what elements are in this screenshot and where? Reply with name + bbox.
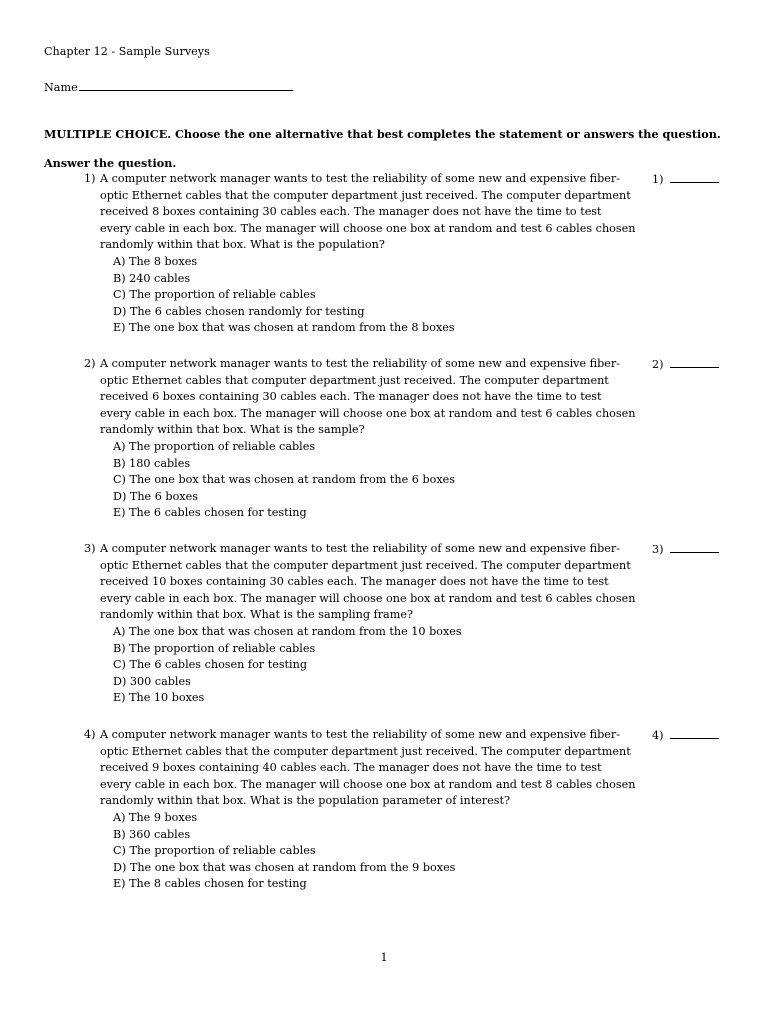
question-1 [84, 171, 664, 337]
choice: C) The 6 cables chosen for testing [113, 658, 308, 672]
question-number: 2) [84, 357, 96, 370]
choice-list [113, 254, 644, 337]
answer-blank [670, 727, 719, 739]
choice: B) 240 cables [113, 271, 191, 285]
answer-number: 2) [652, 358, 664, 371]
choice: E) The one box that was chosen at random from the 8 boxes [113, 321, 455, 335]
answer-slot [652, 171, 719, 189]
choice: D) The 6 boxes [113, 489, 198, 503]
answer-blank [670, 171, 719, 183]
question-3 [84, 541, 664, 707]
choice: D) The 6 cables chosen randomly for testing [113, 304, 365, 318]
answer-slot [652, 541, 719, 559]
answer-slot [652, 727, 719, 745]
name-blank [79, 77, 293, 91]
choice-list [113, 624, 644, 707]
choice: E) The 6 cables chosen for testing [113, 506, 307, 520]
choice: B) 180 cables [113, 456, 191, 470]
choice: C) The one box that was chosen at random from the 6 boxes [113, 473, 456, 487]
choice: C) The proportion of reliable cables [113, 288, 316, 302]
choice-list [113, 439, 644, 522]
document-title: Chapter 12 - Sample Surveys [44, 45, 210, 58]
choice: E) The 10 boxes [113, 691, 205, 705]
question-2 [84, 356, 664, 522]
choice: D) The one box that was chosen at random from the 9 boxes [113, 860, 456, 874]
question-text: A computer network manager wants to test the reliability of some new and expensive fiber-optic Ethernet cables that the computer department just received. The computer department received 8 boxes containing 30 cables each. The manager does not have the time to test every cable in each box. The manager will choose one box at random and test 6 cables chosen randomly within that box. What is the population? [100, 172, 636, 252]
question-4 [84, 727, 664, 893]
answer-number: 1) [652, 173, 664, 186]
choice: A) The proportion of reliable cables [113, 439, 316, 453]
page-number: 1 [380, 951, 388, 964]
choice: B) The proportion of reliable cables [113, 641, 316, 655]
choice: B) 360 cables [113, 827, 191, 841]
choice: A) The 9 boxes [113, 810, 198, 824]
question-number: 3) [84, 542, 96, 555]
answer-slot [652, 356, 719, 374]
choice: D) 300 cables [113, 674, 191, 688]
question-number: 1) [84, 172, 96, 185]
instructions: MULTIPLE CHOICE. Choose the one alternative that best completes the statement or answers the question. [44, 127, 721, 141]
choice-list [113, 810, 644, 893]
name-label: Name [44, 81, 78, 94]
choice: A) The one box that was chosen at random from the 10 boxes [113, 624, 462, 638]
choice: C) The proportion of reliable cables [113, 844, 316, 858]
name-line [44, 77, 293, 97]
choice: E) The 8 cables chosen for testing [113, 877, 307, 891]
answer-blank [670, 541, 719, 553]
answer-blank [670, 356, 719, 368]
question-text: A computer network manager wants to test the reliability of some new and expensive fiber-optic Ethernet cables that the computer department just received. The computer department received 10 boxes containing 30 cables each. The manager does not have the time to test every cable in each box. The manager will choose one box at random and test 6 cables chosen randomly within that box. What is the sampling frame? [100, 542, 636, 622]
question-text: A computer network manager wants to test the reliability of some new and expensive fiber-optic Ethernet cables that computer department just received. The computer department received 6 boxes containing 30 cables each. The manager does not have the time to test every cable in each box. The manager will choose one box at random and test 6 cables chosen randomly within that box. What is the sample? [100, 357, 636, 437]
choice: A) The 8 boxes [113, 254, 198, 268]
question-text: A computer network manager wants to test the reliability of some new and expensive fiber-optic Ethernet cables that the computer department just received. The computer department received 9 boxes containing 40 cables each. The manager does not have the time to test every cable in each box. The manager will choose one box at random and test 8 cables chosen randomly within that box. What is the population parameter of interest? [100, 728, 636, 808]
answer-number: 3) [652, 543, 664, 556]
section-heading: Answer the question. [44, 156, 177, 170]
answer-number: 4) [652, 729, 664, 742]
question-number: 4) [84, 728, 96, 741]
